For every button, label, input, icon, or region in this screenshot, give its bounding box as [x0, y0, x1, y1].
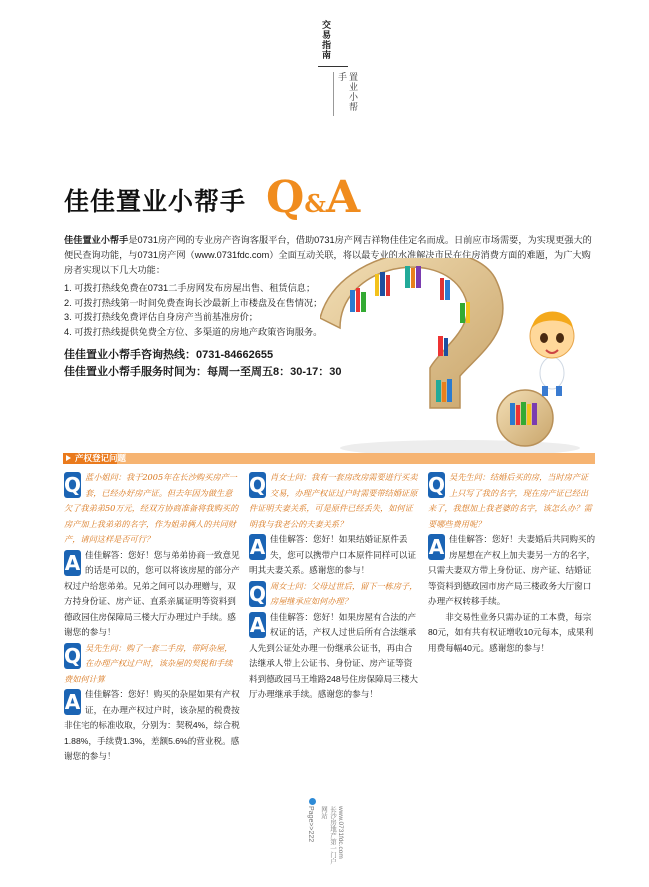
- q-badge-icon: Q: [64, 643, 82, 668]
- section-tag-divider: [318, 66, 348, 67]
- section-tag-main: 交易指南: [321, 20, 331, 60]
- a-badge-icon: A: [64, 550, 81, 575]
- intro-lead: 佳佳置业小帮手: [64, 235, 129, 245]
- intro-text: 是0731房产网的专业房产咨询客服平台，借助0731房产网吉祥物佳佳定名而成。日前应市场需要，为实现更强大的便民查询功能，与0731房产网（www.0731fdc.com）全面互动关联，将以最专业的水准解决市民在住房消费方面的难题，为广大购房者实现以下几大功能：: [64, 235, 592, 275]
- play-triangle-icon: [66, 455, 71, 461]
- question-text: 肖女士问：我有一套房改房需要进行买卖交易，办理产权证过户时需要带结婚证原件证明夫妻关系，可是原件已经丢失，如何证明我与我老公的夫妻关系？: [249, 472, 418, 529]
- question-block: [64, 470, 240, 548]
- feature-item: 2. 可拨打热线第一时间免费查询长沙最新上市楼盘及在售情况；: [64, 297, 323, 308]
- page-footer: [307, 806, 344, 866]
- page-number: Page>>222: [307, 806, 314, 843]
- question-block: [249, 470, 419, 532]
- answer-block: [428, 532, 596, 610]
- title-a: A: [326, 172, 361, 223]
- page-title: 佳佳置业小帮手: [64, 188, 247, 216]
- feature-item: 1. 可拨打热线免费在0731二手房网发布房屋出售、租赁信息；: [64, 283, 316, 293]
- title-q: Q: [266, 172, 305, 223]
- qa-column-2: [249, 470, 419, 703]
- title-amp: &: [304, 189, 326, 218]
- hotline-block: [64, 347, 342, 381]
- footer-dot-icon: [309, 798, 316, 805]
- section-tag-sub: 置业小帮手: [337, 72, 358, 112]
- section-header-label: 产权登记问题: [75, 453, 127, 463]
- answer-block: [64, 687, 240, 765]
- qa-column-1: [64, 470, 240, 765]
- q-badge-icon: Q: [249, 473, 267, 497]
- question-text: 吴先生问：结婚后买的房，当时房产证上只写了我的名字，现在房产证已经出来了，我想加上我老婆的名字，该怎么办？需要哪些费用呢？: [428, 472, 592, 529]
- question-block: [64, 641, 240, 688]
- bookshelf-illustration: [320, 258, 620, 458]
- answer-text: 佳佳解答：您好！购买的杂屋如果有产权证，在办理产权过户时，该杂屋的税费按非住宅的标准收取，分别为：契税4%，综合税1.88%，手续费1.3%，差额5.6%的营业税。感谢您的参与！: [64, 689, 240, 761]
- a-badge-icon: A: [249, 612, 266, 637]
- answer-block: [64, 548, 240, 641]
- books: [350, 266, 470, 402]
- answer-text: 佳佳解答：您好！您与弟弟协商一致意见的话是可以的，您可以将该房屋的部分产权过户给您弟弟。兄弟之间可以办理赠与，双方持身份证、房产证、直系亲属证明等资料到德政园住房保障局三楼大厅办理过户手续。感谢您的参与！: [64, 549, 240, 637]
- section-tag-rule: [333, 72, 334, 116]
- q-badge-icon: Q: [428, 473, 446, 497]
- question-text: 蓝小姐问：我于2005年在长沙购买房产一套，已经办好房产证。但去年因为做生意欠了我弟弟50万元，经双方协商准备将我购买的房产加上我弟弟的名字，作为姐弟俩人的共同财产，请问这样是否可行？: [64, 472, 239, 544]
- feature-list: [64, 281, 354, 339]
- answer-text: 佳佳解答：您好！夫妻婚后共同购买的房屋想在产权上加夫妻另一方的名字，只需夫妻双方带上身份证、房产证、结婚证等资料到德政园市房产局三楼政务大厅窗口办理产权转移手续。: [428, 534, 596, 606]
- answer-block: [249, 610, 419, 703]
- q-badge-icon: Q: [64, 473, 82, 497]
- question-block: [428, 470, 596, 532]
- a-badge-icon: A: [428, 535, 445, 559]
- answer-block: [249, 532, 419, 579]
- answer-continuation: 非交易性业务只需办证的工本费，每宗80元，如有共有权证增收10元每本，成果利用费每幅40元。感谢您的参与！: [428, 611, 594, 653]
- question-text: 周女士问：父母过世后，留下一栋房子，房屋继承应如何办理？: [270, 580, 418, 606]
- a-badge-icon: A: [64, 690, 81, 714]
- footer-site: www.0731fdc.com 长沙房地产第一门户网站: [320, 806, 344, 865]
- q-badge-icon: Q: [249, 581, 267, 606]
- hotline-hours: 佳佳置业小帮手服务时间为：每周一至周五8：30-17：30: [64, 366, 342, 378]
- answer-text: 佳佳解答：您好！如果房屋有合法的产权证的话，产权人过世后所有合法继承人先到公证处办理一份继承公证书，再由合法继承人带上公证书、身份证、房产证等资料到德政园马王堆路248号住房保障局三楼大厅办理继承手续。感谢您的参与！: [249, 611, 419, 699]
- title-qa-logo: [266, 172, 360, 223]
- feature-item: 3. 可拨打热线免费评估自身房产当前基准房价；: [64, 312, 258, 322]
- hotline-phone: 佳佳置业小帮手咨询热线：0731-84662655: [64, 349, 274, 361]
- section-tag: [316, 20, 358, 120]
- a-badge-icon: A: [249, 535, 266, 559]
- qa-column-3: [428, 470, 596, 656]
- feature-item: 4. 可拨打热线提供免费全方位、多渠道的房地产政策咨询服务。: [64, 326, 323, 337]
- question-block: [249, 579, 419, 610]
- question-text: 吴先生问：购了一套二手房，带阿杂屋，在办理产权过户时，该杂屋的契税和手续费如何计算: [64, 642, 233, 684]
- answer-text: 佳佳解答：您好！如果结婚证原件丢失，您可以携带户口本原件同样可以证明其夫妻关系。感谢您的参与！: [249, 534, 417, 575]
- section-header-bar: [63, 453, 595, 464]
- mascot-icon: [530, 312, 574, 397]
